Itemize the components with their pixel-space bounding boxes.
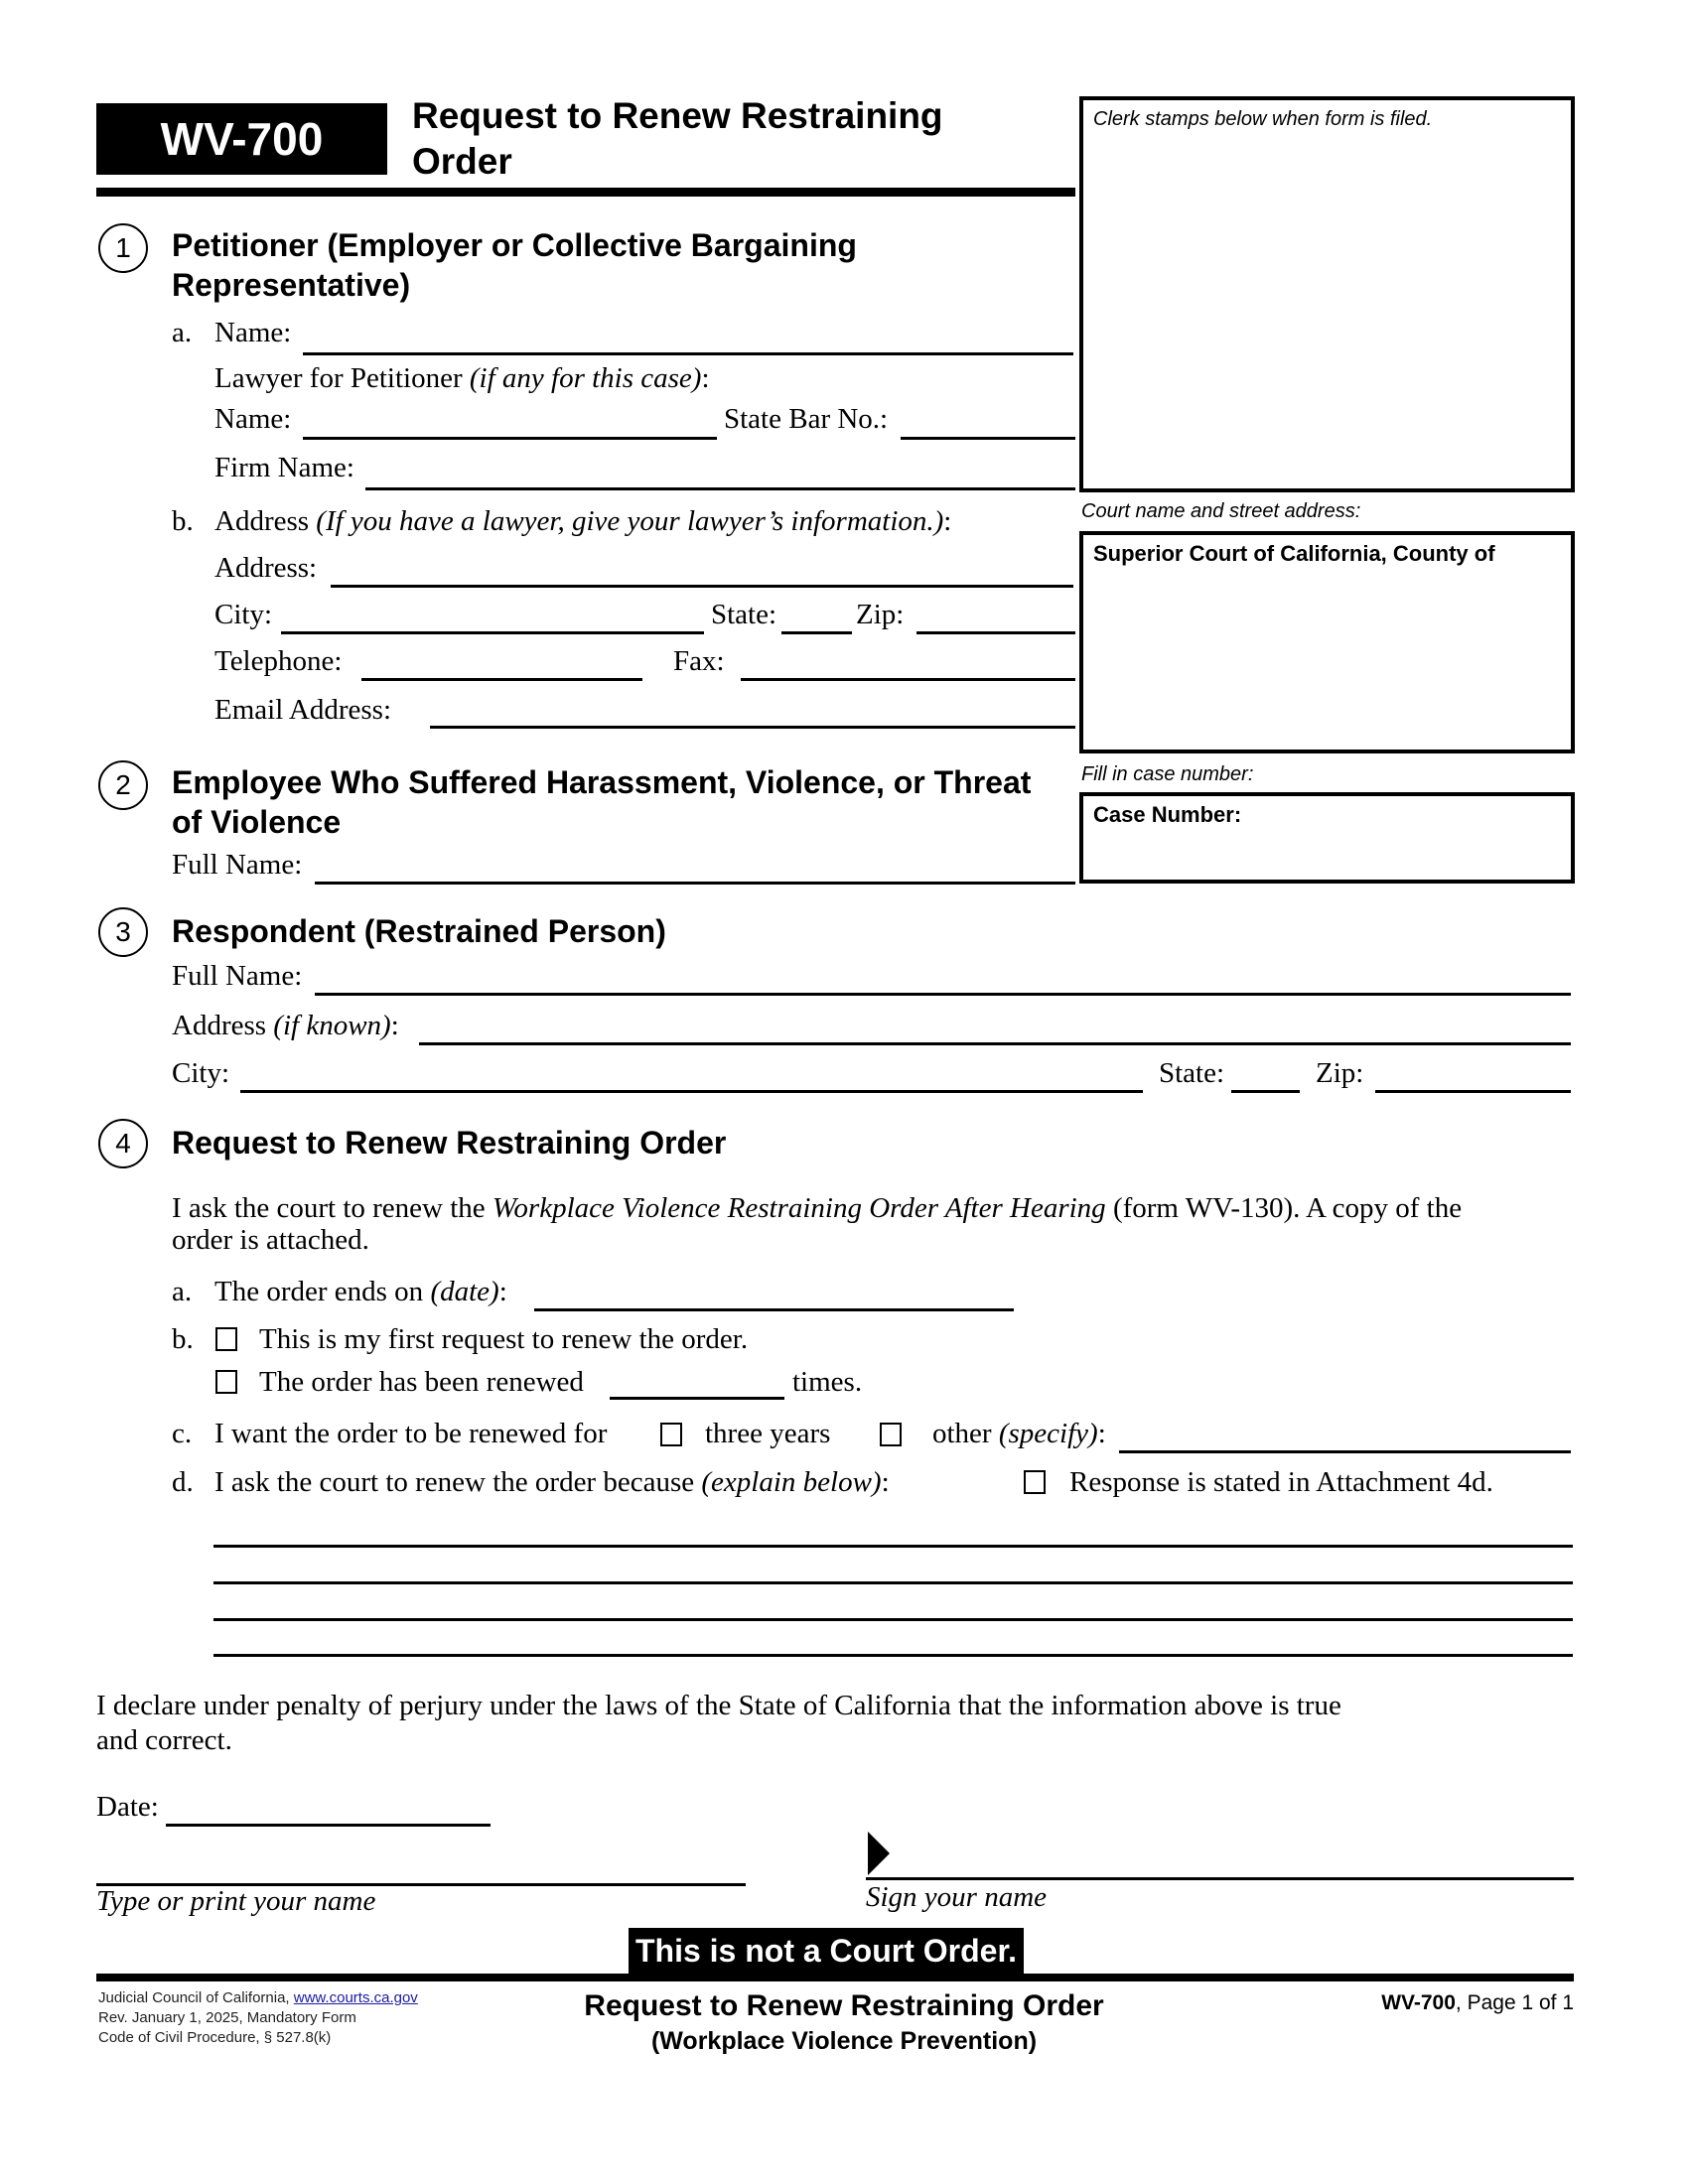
section-3-heading: Respondent (Restrained Person): [172, 913, 666, 949]
s4-b2-label: The order has been renewed: [259, 1366, 584, 1398]
petitioner-email-input[interactable]: [430, 693, 1079, 727]
respondent-zip-input[interactable]: [1375, 1057, 1575, 1091]
section-3-number-icon: 3: [98, 907, 148, 957]
case-number-text: Case Number:: [1093, 802, 1242, 827]
not-court-order-text: This is not a Court Order.: [634, 1933, 1018, 1969]
order-end-date-input[interactable]: [534, 1276, 1018, 1309]
s3-address-label: [172, 1010, 399, 1041]
section-2-heading-line2: of Violence: [172, 804, 342, 840]
petitioner-state-input[interactable]: [781, 599, 856, 632]
s4-d-text: I ask the court to renew the order because: [214, 1466, 702, 1498]
s1-telephone-label: Telephone:: [214, 645, 343, 677]
s4-d-letter: d.: [172, 1466, 194, 1498]
s4-d-hint: (explain below): [701, 1466, 882, 1498]
s4-a-text: The order ends on: [214, 1276, 431, 1307]
s1-state-bar-label: State Bar No.:: [724, 403, 889, 435]
footer-page-number: , Page 1 of 1: [1455, 1991, 1574, 2014]
s3-address-colon: :: [390, 1010, 399, 1041]
section-1-heading: [172, 225, 857, 305]
clerk-stamp-box: [1079, 96, 1575, 492]
s4-intro-italic: Workplace Violence Restraining Order After Hearing: [492, 1192, 1106, 1224]
s4-c-other-label: [932, 1418, 1106, 1449]
petitioner-city-input[interactable]: [281, 599, 708, 632]
three-years-checkbox[interactable]: [660, 1423, 682, 1446]
times-renewed-input[interactable]: [610, 1364, 788, 1398]
case-number-label: Fill in case number:: [1081, 763, 1254, 785]
form-number-badge: [96, 103, 387, 175]
court-name-box[interactable]: [1079, 531, 1575, 753]
s1-a-letter: a.: [172, 317, 193, 348]
s1-lawyer-colon: :: [701, 362, 710, 394]
respondent-full-name-input[interactable]: [315, 960, 1575, 994]
s4-c-three-years-label: three years: [705, 1418, 831, 1449]
footer-page-info: [1381, 1991, 1574, 2015]
attachment-4d-checkbox[interactable]: [1024, 1470, 1046, 1494]
s1-name-label: Name:: [214, 317, 292, 348]
s1-zip-label: Zip:: [856, 599, 905, 630]
s4-c-label: I want the order to be renewed for: [214, 1418, 608, 1449]
petitioner-address-input[interactable]: [331, 552, 1077, 586]
section-2-heading: [172, 762, 1031, 842]
footer-revision: Rev. January 1, 2025, Mandatory Form: [98, 2009, 356, 2026]
footer-subtitle: (Workplace Violence Prevention): [650, 2027, 1038, 2055]
employee-full-name-input[interactable]: [315, 849, 1079, 883]
s4-c-other-colon: :: [1097, 1418, 1106, 1449]
footer-org: Judicial Council of California,: [98, 1989, 294, 2006]
footer-form-number: WV-700: [1381, 1991, 1456, 2014]
s1-address-intro: [214, 505, 951, 537]
date-label: Date:: [96, 1791, 159, 1823]
section-1-number-icon: 1: [98, 223, 148, 273]
sign-here-arrow-icon: [868, 1832, 890, 1875]
s4-c-other-text: other: [932, 1418, 999, 1449]
state-bar-number-input[interactable]: [901, 404, 1079, 438]
s4-a-letter: a.: [172, 1276, 193, 1307]
case-number-box[interactable]: [1079, 792, 1575, 884]
s4-b1-label: This is my first request to renew the order.: [259, 1323, 749, 1355]
footer-citation: [98, 1988, 418, 2048]
s4-d-attachment-label: Response is stated in Attachment 4d.: [1069, 1466, 1493, 1498]
respondent-address-input[interactable]: [419, 1010, 1575, 1043]
s4-intro-pre: I ask the court to renew the: [172, 1192, 492, 1224]
s4-intro-paragraph: [172, 1192, 1582, 1256]
footer-rule: [96, 1974, 1574, 1981]
s4-c-other-hint: (specify): [998, 1418, 1098, 1449]
declaration-statement: [96, 1690, 1341, 1756]
petitioner-name-input[interactable]: [303, 320, 1077, 353]
s3-address-hint: (if known): [273, 1010, 391, 1041]
s1-city-label: City:: [214, 599, 273, 630]
s4-b2-suffix: times.: [792, 1366, 863, 1398]
court-name-label: Court name and street address:: [1081, 500, 1361, 522]
s4-c-letter: c.: [172, 1418, 193, 1449]
section-2-number-icon: 2: [98, 760, 148, 810]
explain-line-4[interactable]: [213, 1654, 1573, 1657]
s1-lawyer-hint: (if any for this case): [469, 362, 702, 394]
s1-fax-label: Fax:: [673, 645, 725, 677]
s3-address-label-text: Address: [172, 1010, 267, 1041]
s3-state-label: State:: [1159, 1057, 1225, 1089]
s4-intro-post: (form WV-130). A copy of the: [1105, 1192, 1463, 1224]
respondent-state-input[interactable]: [1231, 1057, 1304, 1091]
s4-b-letter: b.: [172, 1323, 194, 1355]
page-title-line1: Request to Renew Restraining: [412, 95, 943, 136]
footer-title-block: [437, 1987, 1251, 2057]
signature-underline[interactable]: [866, 1877, 1574, 1880]
page-title: [412, 93, 943, 185]
s1-lawyer-label: [214, 362, 710, 394]
s3-zip-label: Zip:: [1316, 1057, 1364, 1089]
s3-city-label: City:: [172, 1057, 230, 1089]
footer-courts-link[interactable]: www.courts.ca.gov: [293, 1989, 418, 2006]
s4-intro-line2: order is attached.: [172, 1224, 369, 1256]
renewed-before-checkbox[interactable]: [215, 1370, 237, 1394]
s1-lawyer-label-text: Lawyer for Petitioner: [214, 362, 463, 394]
court-name-text: Superior Court of California, County of: [1093, 541, 1495, 566]
explain-line-2[interactable]: [213, 1581, 1573, 1584]
s4-a-label: [214, 1276, 507, 1307]
form-number: WV-700: [160, 113, 324, 165]
s2-full-name-label: Full Name:: [172, 849, 303, 881]
section-4-number-icon: 4: [98, 1119, 148, 1168]
s4-d-colon: :: [881, 1466, 890, 1498]
petitioner-zip-input[interactable]: [916, 599, 1079, 632]
lawyer-name-input[interactable]: [303, 404, 721, 438]
first-request-checkbox[interactable]: [215, 1327, 237, 1351]
s1-firm-label: Firm Name:: [214, 452, 354, 483]
explain-line-3[interactable]: [213, 1618, 1573, 1621]
explain-line-1[interactable]: [213, 1545, 1573, 1548]
other-duration-checkbox[interactable]: [880, 1423, 902, 1446]
petitioner-telephone-input[interactable]: [361, 645, 646, 679]
not-court-order-banner: [629, 1928, 1024, 1976]
s3-full-name-label: Full Name:: [172, 960, 303, 992]
s4-a-colon: :: [498, 1276, 507, 1307]
declaration-line2: and correct.: [96, 1724, 232, 1756]
s4-d-label: [214, 1466, 890, 1498]
section-1-heading-line2: Representative): [172, 267, 411, 303]
respondent-city-input[interactable]: [240, 1057, 1147, 1091]
section-2-heading-line1: Employee Who Suffered Harassment, Violence, or Threat: [172, 764, 1032, 800]
declaration-line1: I declare under penalty of perjury under the laws of the State of California that the information above is true: [96, 1690, 1341, 1721]
petitioner-fax-input[interactable]: [741, 645, 1079, 679]
declaration-date-input[interactable]: [166, 1791, 494, 1825]
s1-address-hint: (If you have a lawyer, give your lawyer’s information.): [316, 505, 944, 537]
s4-a-hint: (date): [430, 1276, 499, 1307]
printed-name-caption: Type or print your name: [96, 1885, 376, 1917]
section-4-heading: Request to Renew Restraining Order: [172, 1125, 727, 1160]
firm-name-input[interactable]: [365, 455, 1079, 488]
s1-address-label: Address:: [214, 552, 318, 584]
header-rule: [96, 188, 1075, 197]
signature-caption: Sign your name: [866, 1881, 1048, 1913]
s1-state-label: State:: [711, 599, 777, 630]
section-1-heading-line1: Petitioner (Employer or Collective Bargaining: [172, 227, 857, 263]
footer-code: Code of Civil Procedure, § 527.8(k): [98, 2029, 332, 2046]
s1-b-letter: b.: [172, 505, 194, 537]
page-title-line2: Order: [412, 141, 512, 182]
other-duration-input[interactable]: [1119, 1418, 1575, 1451]
footer-title: Request to Renew Restraining Order: [584, 1989, 1104, 2022]
s1-lawyer-name-label: Name:: [214, 403, 292, 435]
s1-email-label: Email Address:: [214, 694, 392, 726]
clerk-stamp-label: Clerk stamps below when form is filed.: [1093, 108, 1433, 130]
s1-address-colon: :: [943, 505, 952, 537]
s1-address-intro-text: Address: [214, 505, 310, 537]
